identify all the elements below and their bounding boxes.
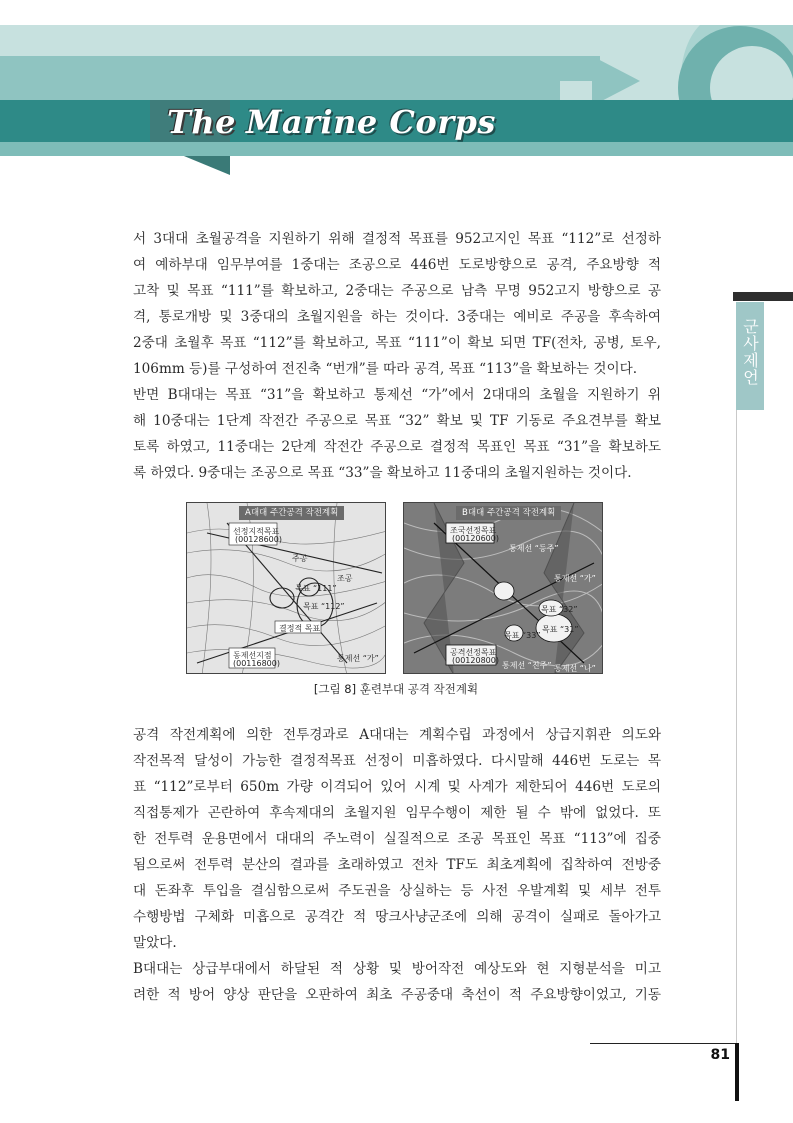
text-line: 서 3대대 초월공격을 지원하기 위해 결정적 목표를 952고지인 목표 “112”로 선정하: [133, 231, 661, 247]
map-a-title: A대대 주간공격 작전계획: [239, 506, 344, 520]
map-a-terrain: [187, 503, 386, 674]
map-a-label: 목표 “112”: [303, 602, 345, 611]
text-line: 됨으로써 전투력 분산의 결과를 초래하였고 전차 TF도 최초계획에 집착하여 전방중: [133, 857, 661, 873]
map-b-label: 통제선 “진주”: [502, 661, 552, 670]
text-line: 작전목적 달성이 가능한 결정적목표 선정이 미흡하였다. 다시말해 446번 도로는 목: [133, 753, 661, 769]
header-graphic: [0, 0, 793, 175]
map-b-title: B대대 주간공격 작전계획: [456, 506, 561, 520]
map-b-label: (00120800): [452, 656, 499, 665]
map-b-label: 목표 “31”: [542, 625, 579, 634]
text-line: 말았다.: [133, 935, 177, 951]
text-line: 록 하였다. 9중대는 조공으로 목표 “33”을 확보하고 11중대의 초월지원하는 것이다.: [133, 465, 632, 481]
map-a-label: 목표 “111”: [295, 584, 337, 593]
map-a-label: 선정지적목표: [233, 527, 280, 536]
figure-attack-plans: [186, 502, 606, 674]
map-b-label: (00120600): [452, 534, 499, 543]
side-tab-rule: [733, 292, 793, 301]
map-a-label: 통제선 “가”: [337, 654, 379, 663]
side-tab-label: [736, 318, 764, 390]
map-b-terrain: [404, 503, 603, 674]
title-marine-corps: Marine Corps: [245, 103, 496, 141]
map-a-label: (00128600): [235, 535, 282, 544]
map-b-label: 통제선 “등주”: [509, 544, 559, 553]
text-line: 한 전투력 운용면에서 대대의 주노력이 실질적으로 조공 목표인 목표 “113”에 집중: [133, 831, 661, 847]
page-number: 81: [710, 1047, 730, 1063]
text-line: 해 10중대는 1단계 작전간 주공으로 목표 “32” 확보 및 TF 기동로 주요견부를 확보: [133, 413, 661, 429]
map-b-label: 조국선정목표: [450, 526, 497, 535]
map-b-battalion: [403, 502, 603, 674]
map-a-battalion: [186, 502, 386, 674]
text-line: 려한 적 방어 양상 판단을 오판하여 최초 주공중대 축선이 적 주요방향이었고, 기동: [133, 987, 661, 1003]
page-number-rule: [590, 1043, 735, 1044]
text-line: 격, 통로개방 및 3중대의 초월지원을 하는 것이다. 3중대는 예비로 주공을 후속하여: [133, 309, 661, 325]
text-line: 직접통제가 곤란하여 후속제대의 초월지원 임무수행이 제한 될 수 밖에 없었다. 또: [133, 805, 661, 821]
side-divider-line: [736, 410, 737, 1100]
map-a-label: 조공: [337, 574, 353, 583]
figure-caption: [그림 8] 훈련부대 공격 작전계획: [313, 682, 479, 696]
text-line: 고착 및 목표 “111”를 확보하고, 2중대는 주공으로 남측 무명 952고지 방향으로 공: [133, 283, 661, 299]
map-a-label: 주공: [292, 554, 308, 563]
map-b-label: 공격선정목표: [450, 648, 497, 657]
text-line: 106mm 등)를 구성하여 전진축 “번개”를 따라 공격, 목표 “113”을 확보하는 것이다.: [133, 361, 638, 377]
text-line: 수행방법 구체화 미흡으로 공격간 적 땅크사냥군조에 의해 공격이 실패로 돌아가고: [133, 909, 661, 925]
text-line: B대대는 상급부대에서 하달된 적 상황 및 방어작전 예상도와 현 지형분석을 미고: [133, 961, 661, 977]
body-text-top: [133, 226, 661, 486]
magazine-title: [167, 102, 496, 142]
header-banner: [0, 0, 793, 175]
map-a-label: 동제선지점: [233, 651, 272, 660]
body-text-bottom: [133, 722, 661, 1008]
map-a-label: (00116800): [233, 659, 280, 668]
map-b-label: 통제선 “가”: [554, 574, 596, 583]
text-line: 반면 B대대는 목표 “31”을 확보하고 통제선 “가”에서 2대대의 초월을 지원하기 위: [133, 387, 661, 403]
text-line: 2중대 초월후 목표 “112”를 확보하고, 목표 “111”이 확보 되면 TF(전차, 공병, 토우,: [133, 335, 661, 351]
map-b-label: 통제선 “나”: [554, 664, 596, 673]
text-line: 여 예하부대 임무부여를 1중대는 조공으로 446번 도로방향으로 공격, 주요방향 적: [133, 257, 661, 273]
text-line: 공격 작전계획에 의한 전투경과로 A대대는 계획수립 과정에서 상급지휘관 의도와: [133, 727, 661, 743]
text-line: 대 돈좌후 투입을 결심함으로써 주도권을 상실하는 등 사전 우발계획 및 세부 전투: [133, 883, 661, 899]
side-tab-text: 군사제언: [740, 318, 760, 386]
text-line: 표 “112”로부터 650m 가량 이격되어 있어 시계 및 사계가 제한되어 446번 도로의: [133, 779, 661, 795]
page-number-bar: [735, 1043, 739, 1101]
map-b-label: 목표 “32”: [541, 605, 578, 614]
title-the: The: [167, 103, 236, 141]
map-a-label: 결정적 목표: [279, 624, 321, 633]
map-b-label: 목표 “33”: [504, 631, 541, 640]
text-line: 토록 하였고, 11중대는 2단계 작전간 주공으로 결정적 목표인 목표 “31”을 확보하도: [133, 439, 661, 455]
